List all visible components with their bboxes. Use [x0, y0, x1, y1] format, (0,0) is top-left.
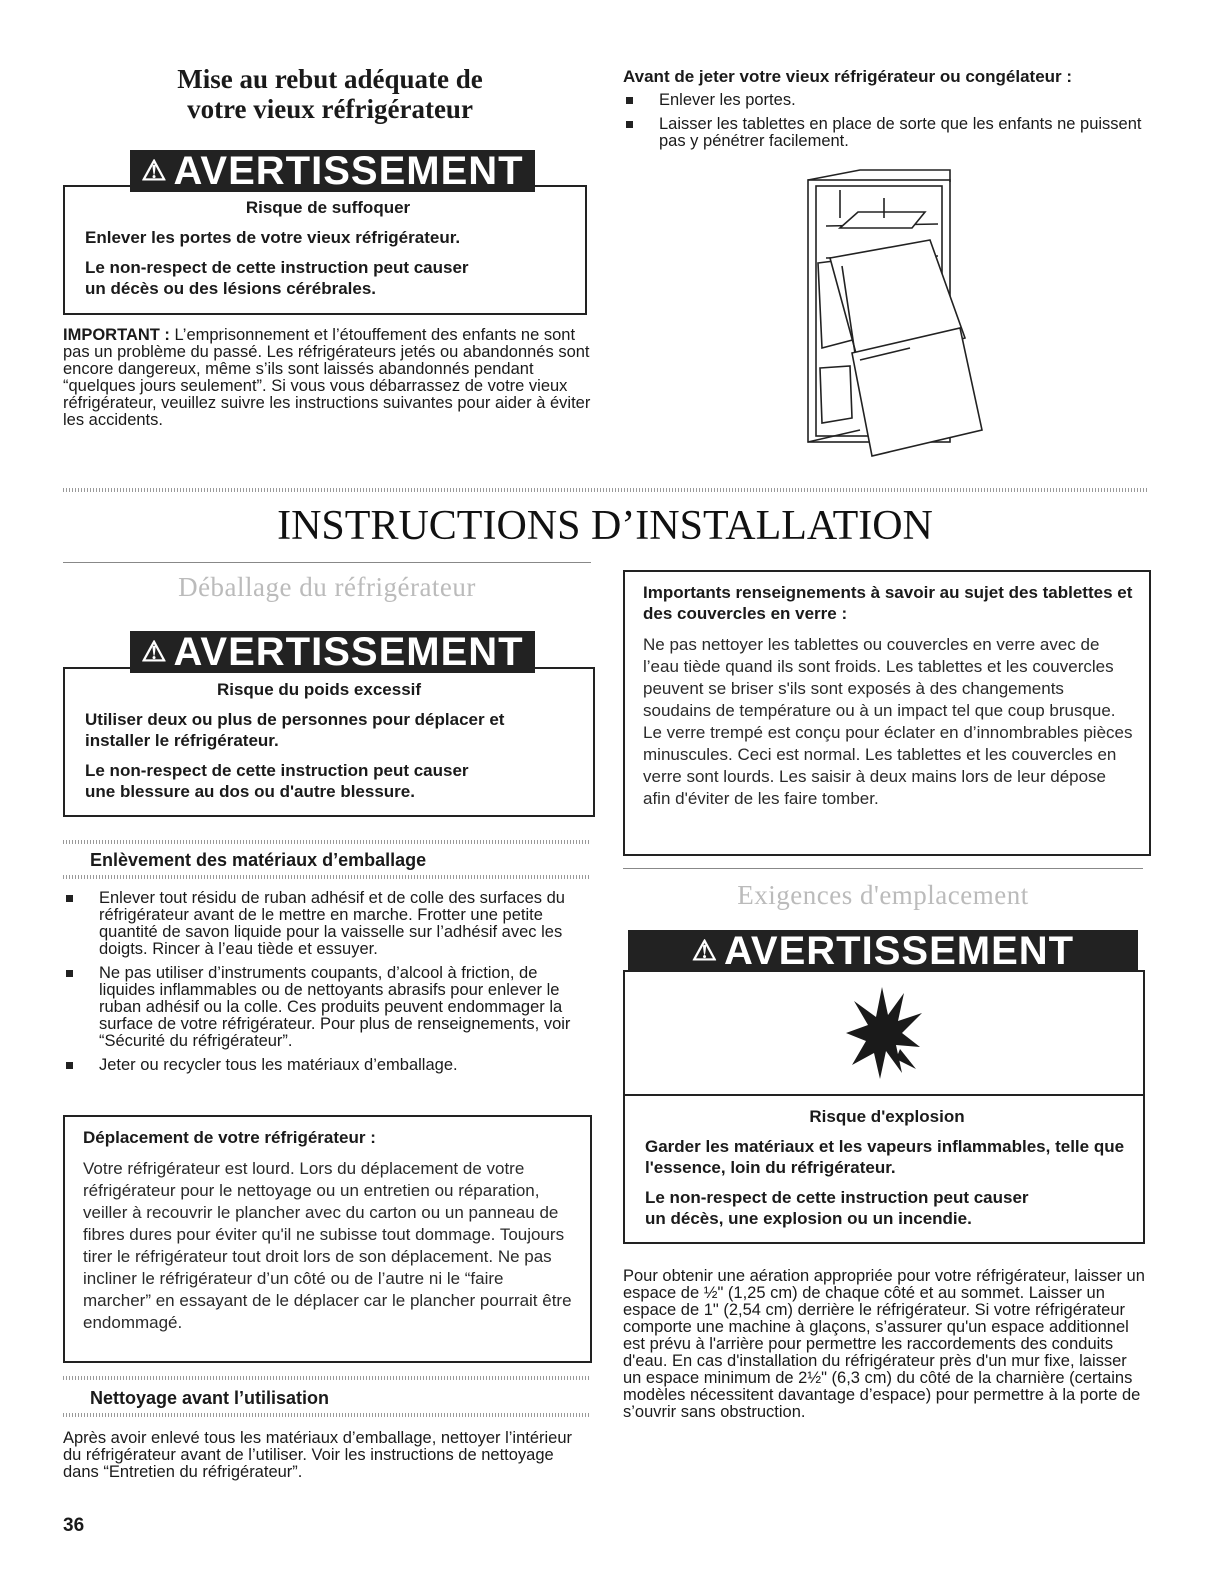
list-item: Jeter ou recycler tous les matériaux d’emballage.	[63, 1057, 585, 1074]
warning-head: Risque du poids excessif	[216, 680, 422, 699]
divider-line	[623, 868, 1143, 869]
moving-heading: Déplacement de votre réfrigérateur :	[83, 1128, 376, 1147]
warning-head: Risque d'explosion	[809, 1107, 965, 1126]
explosion-icon	[844, 983, 924, 1083]
packing-list	[63, 890, 585, 1081]
warning-banner-text: AVERTISSEMENT	[724, 929, 1075, 973]
warning-triangle-icon: ⚠	[691, 935, 719, 966]
explosion-symbol-panel	[625, 972, 1143, 1096]
glass-info-box	[623, 570, 1151, 856]
warning-box-suffocation	[63, 185, 587, 315]
location-heading: Exigences d'emplacement	[737, 880, 1029, 910]
warning-box-weight	[63, 667, 595, 817]
list-item: Enlever les portes.	[623, 92, 1143, 109]
cleaning-heading: Nettoyage avant l’utilisation	[90, 1388, 330, 1408]
installation-title: INSTRUCTIONS D’INSTALLATION	[277, 503, 933, 549]
before-disposal-list	[623, 92, 1143, 157]
unpacking-heading: Déballage du réfrigérateur	[178, 572, 476, 602]
disposal-title	[70, 64, 590, 124]
list-item: Laisser les tablettes en place de sorte que les enfants ne puissent pas y pénétrer facilement.	[623, 116, 1143, 150]
list-item: Enlever tout résidu de ruban adhésif et de colle des surfaces du réfrigérateur avant de le mettre en marche. Frotter une petite quantité de savon liquide pour la vaisselle sur l’adhésif avec les doigts. Rincer à l’eau tiède et essuyer.	[63, 890, 585, 958]
location-text: Pour obtenir une aération appropriée pour votre réfrigérateur, laisser un espace de ½" (1,25 cm) de chaque côté et au sommet. Laisser un espace de 1" (2,54 cm) derrière le réfrigérateur. Si votre réfrigérateur comporte une machine à glaçons, s’assurer qu'un espace additionnel est prévu à l'arrière pour permettre les raccordements des conduits d'eau. En cas d'installation du réfrigérateur près d'un mur fixe, laisser un espace minimum de 2½" (6,3 cm) du côté de la charnière (certains modèles nécessitent davantage d’espace) pour permettre à la porte de s’ouvrir sans obstruction.	[623, 1267, 1145, 1421]
fridge-doors-removed-illustration	[800, 168, 990, 458]
section-divider	[63, 488, 1147, 492]
disposal-title-line1: Mise au rebut adéquate de	[177, 64, 483, 94]
warning-triangle-icon: ⚠	[141, 636, 168, 667]
warning-head: Risque de suffoquer	[245, 198, 411, 217]
divider-dotted	[63, 840, 591, 844]
warning-banner-text: AVERTISSEMENT	[173, 149, 524, 193]
fridge-illustration	[800, 168, 990, 458]
page-number: 36	[63, 1515, 85, 1536]
cleaning-text: Après avoir enlevé tous les matériaux d’emballage, nettoyer l’intérieur du réfrigérateur avant de l’utiliser. Voir les instructions de nettoyage dans “Entretien du réfrigérateur”.	[63, 1429, 573, 1481]
warning-banner-explosion	[628, 930, 1138, 972]
warning-consequence: Le non-respect de cette instruction peut causer une blessure au dos ou d'autre blessure.	[85, 761, 469, 801]
warning-consequence: Le non-respect de cette instruction peut causer un décès ou des lésions cérébrales.	[85, 258, 469, 298]
important-label: IMPORTANT :	[63, 326, 170, 344]
divider-dotted	[63, 1376, 591, 1380]
glass-heading: Importants renseignements à savoir au sujet des tablettes et des couvercles en verre :	[643, 583, 1133, 623]
divider-line	[63, 562, 591, 563]
before-disposal-title: Avant de jeter votre vieux réfrigérateur ou congélateur :	[623, 67, 1073, 86]
list-item: Ne pas utiliser d’instruments coupants, d’alcool à friction, de liquides inflammables ou de nettoyants abrasifs pour enlever le ruban adhésif ou la colle. Ces produits peuvent endommager la surface de votre réfrigérateur. Pour plus de renseignements, voir “Sécurité du réfrigérateur”.	[63, 965, 585, 1050]
warning-consequence: Le non-respect de cette instruction peut causer un décès, une explosion ou un incendie.	[645, 1188, 1029, 1228]
warning-line: Garder les matériaux et les vapeurs inflammables, telle que l'essence, loin du réfrigérateur.	[645, 1137, 1125, 1177]
warning-triangle-icon: ⚠	[141, 155, 168, 186]
divider-dotted	[63, 1413, 591, 1417]
moving-info-box	[63, 1115, 592, 1363]
disposal-title-line2: votre vieux réfrigérateur	[187, 94, 473, 124]
warning-line: Enlever les portes de votre vieux réfrigérateur.	[85, 228, 461, 247]
divider-dotted	[63, 875, 591, 879]
glass-text: Ne pas nettoyer les tablettes ou couvercles en verre avec de l’eau tiède quand ils sont froids. Les tablettes et les couvercles peuvent se briser s'ils sont exposés à des changements soudains de température ou à un impact tel que coup brusque. Le verre trempé est conçu pour éclater en d’innombrables pièces minuscules. Ceci est normal. Les tablettes et les couvercles en verre sont lourds. Les saisir à deux mains lors de leur dépose afin d'éviter de les faire tomber.	[643, 635, 1133, 808]
moving-text: Votre réfrigérateur est lourd. Lors du déplacement de votre réfrigérateur pour le nettoyage ou un entretien ou réparation, veiller à recouvrir le plancher avec du carton ou un panneau de fibres dures pour éviter qu'il ne subisse tout dommage. Toujours tirer le réfrigérateur tout droit lors de son déplacement. Ne pas incliner le réfrigérateur d’un côté ou de l’autre ni le “faire marcher” en essayant de le déplacer car le plancher pourrait être endommagé.	[83, 1159, 572, 1332]
important-paragraph	[63, 327, 591, 429]
warning-banner-text: AVERTISSEMENT	[173, 630, 524, 674]
important-text: L’emprisonnement et l’étouffement des enfants ne sont pas un problème du passé. Les réfrigérateurs jetés ou abandonnés sont encore dangereux, même s’ils sont laissés abandonnés pendant “quelques jours seulement”. Si vous vous débarrassez de votre vieux réfrigérateur, veuillez suivre les instructions suivantes pour aider à éviter les accidents.	[63, 326, 591, 429]
warning-box-explosion	[623, 970, 1145, 1244]
packing-heading: Enlèvement des matériaux d’emballage	[90, 850, 427, 870]
warning-line: Utiliser deux ou plus de personnes pour déplacer et installer le réfrigérateur.	[85, 710, 505, 750]
